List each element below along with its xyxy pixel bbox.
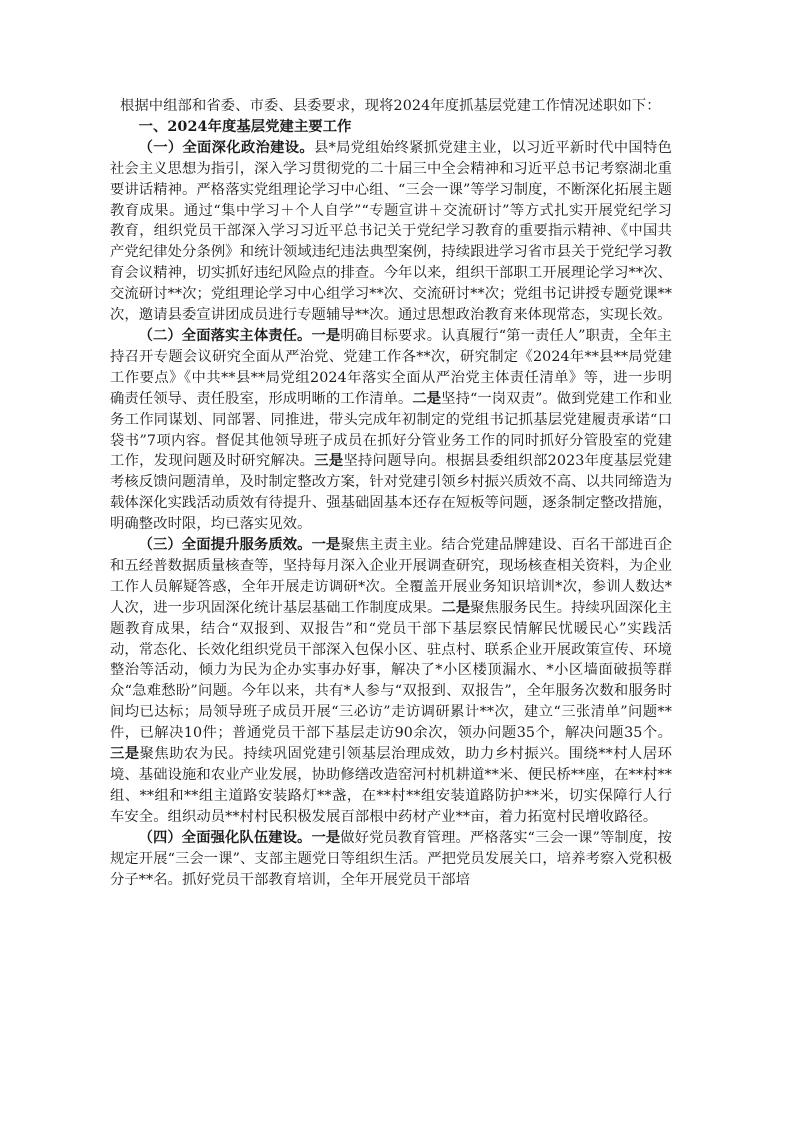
paragraph-body: 县*局党组始终紧抓党建主业，以习近平新时代中国特色社会主义思想为指引，深入学习贯彻党的二十届三中全会精神和习近平总书记考察湖北重要讲话精神。严格落实党组理论学习中心组、“三会一课”等学习制度，不断深化拓展主题教育成果。通过“集中学习＋个人自学”“专题宣讲＋交流研讨”等方式扎实开展党纪学习教育，组织党员干部深入学习习近平总书记关于党纪学习教育的重要指示精神、《中国共产党纪律处分条例》和统计领域违纪违法典型案例，持续跟进学习省市县关于党纪学习教育会议精神，切实抓好违纪风险点的排查。今年以来，组织干部职工开展理论学习**次、交流研讨**次；党组理论学习中心组学习**次、交流研讨**次；党组书记讲授专题党课**次，邀请县委宣讲团成员进行专题辅导**次。通过思想政治教育来体现常态，实现长效。 [110,139,672,324]
paragraph-title: （一）全面深化政治建设。 [138,139,314,156]
point-body: 结合党建品牌建设、百名干部进百企和五经普数据质量核查等，坚持每月深入企业开展调查研究，现场核查相关资料，为企业工作人员解疑答惑，全年开展走访调研*次。全覆盖开展业务知识培训*次，参训人数达*人次，进一步巩固深化统计基层基础工作制度成果。 [110,537,673,616]
paragraph-title: （二）全面落实主体责任。 [138,327,312,344]
paragraph-title: （三）全面提升服务质效。 [138,537,312,554]
intro-paragraph: 根据中组部和省委、市委、县委要求，现将2024年度抓基层党建工作情况述职如下： [120,98,661,114]
point-label: 二是 [441,599,471,616]
point-title: 坚持“一岗双责”。 [441,390,557,407]
point-title: 做好党员教育管理。 [340,829,470,846]
point-title: 聚焦服务民生。 [470,599,572,616]
point-label: 三是 [314,453,344,470]
paragraph-team-building [110,828,672,891]
section-heading-1: 一、2024年度基层党建主要工作 [138,118,352,135]
point-body: 认真履行“第一责任人”职责，全年主持召开专题会议研究全面从严治党、党建工作各**次，研究制定《2024年**县**局党建工作要点》《中共**县**局党组2024年落实全面从严治党主体责任清单》等，进一步明确责任领导、责任股室，形成明晰的工作清单。 [110,327,673,407]
point-body: 持续巩固深化主题教育成果，结合“双报到、双报告”和“党员干部下基层察民情解民忧暖民心”实践活动，常态化、长效化组织党员干部深入包保小区、驻点村、联系企业开展政策宣传、环境整治等活动，倾力为民为企办实事办好事，解决了*小区楼顶漏水、*小区墙面破损等群众“急难愁盼”问题。今年以来，共有*人参与“双报到、双报告”，全年服务次数和服务时间均已达标；局领导班子成员开展“三必访”走访调研累计**次，建立“三张清单”问题**件，已解决10件；普通党员干部下基层走访90余次，领办问题35个，解决问题35个。 [110,599,672,742]
paragraph-service-quality [110,535,672,828]
paragraph-main-responsibility [110,326,672,535]
point-title: 坚持问题导向。 [343,453,446,470]
point-body: 严格落实“三会一课”等制度，按规定开展“三会一课”、支部主题党日等组织生活。严把党员发展关口，培养考察入党积极分子**名。抓好党员干部教育培训，全年开展党员干部培 [110,829,672,888]
point-label: 一是 [311,537,341,554]
point-label: 一是 [311,327,341,344]
point-label: 二是 [412,390,442,407]
point-body: 做到党建工作和业务工作同谋划、同部署、同推进，带头完成年初制定的党组书记抓基层党建履责承诺“口袋书”7项内容。督促其他领导班子成员在抓好分管业务工作的同时抓好分管股室的党建工作，发现问题及时研究解决。 [110,390,672,470]
point-title: 聚焦主责主业。 [340,537,442,554]
paragraph-political-building [110,138,672,326]
document-page [110,96,672,890]
point-label: 三是 [110,746,140,763]
point-label: 一是 [311,829,341,846]
paragraph-title: （四）全面强化队伍建设。 [138,829,312,846]
point-title: 聚焦助农为民。 [139,746,244,763]
point-body: 持续巩固党建引领基层治理成效，助力乡村振兴。围绕**村人居环境、基础设施和农业产业发展，协助修缮改造窑河村机耕道**米、便民桥**座，在**村**组、**组和**组主道路安装路灯**盏，在**村**组安装道路防护**米，切实保障行人行车安全。组织动员**村村民积极发展百部根中药材产业**亩，着力拓宽村民增收路径。 [110,746,673,825]
point-title: 明确目标要求。 [340,327,442,344]
point-body: 根据县委组织部2023年度基层党建考核反馈问题清单，及时制定整改方案，针对党建引领乡村振兴质效不高、以共同缔造为载体深化实践活动质效有待提升、强基础固基本还存在短板等问题，逐条制定整改措施，明确整改时限，均已落实见效。 [110,453,672,533]
